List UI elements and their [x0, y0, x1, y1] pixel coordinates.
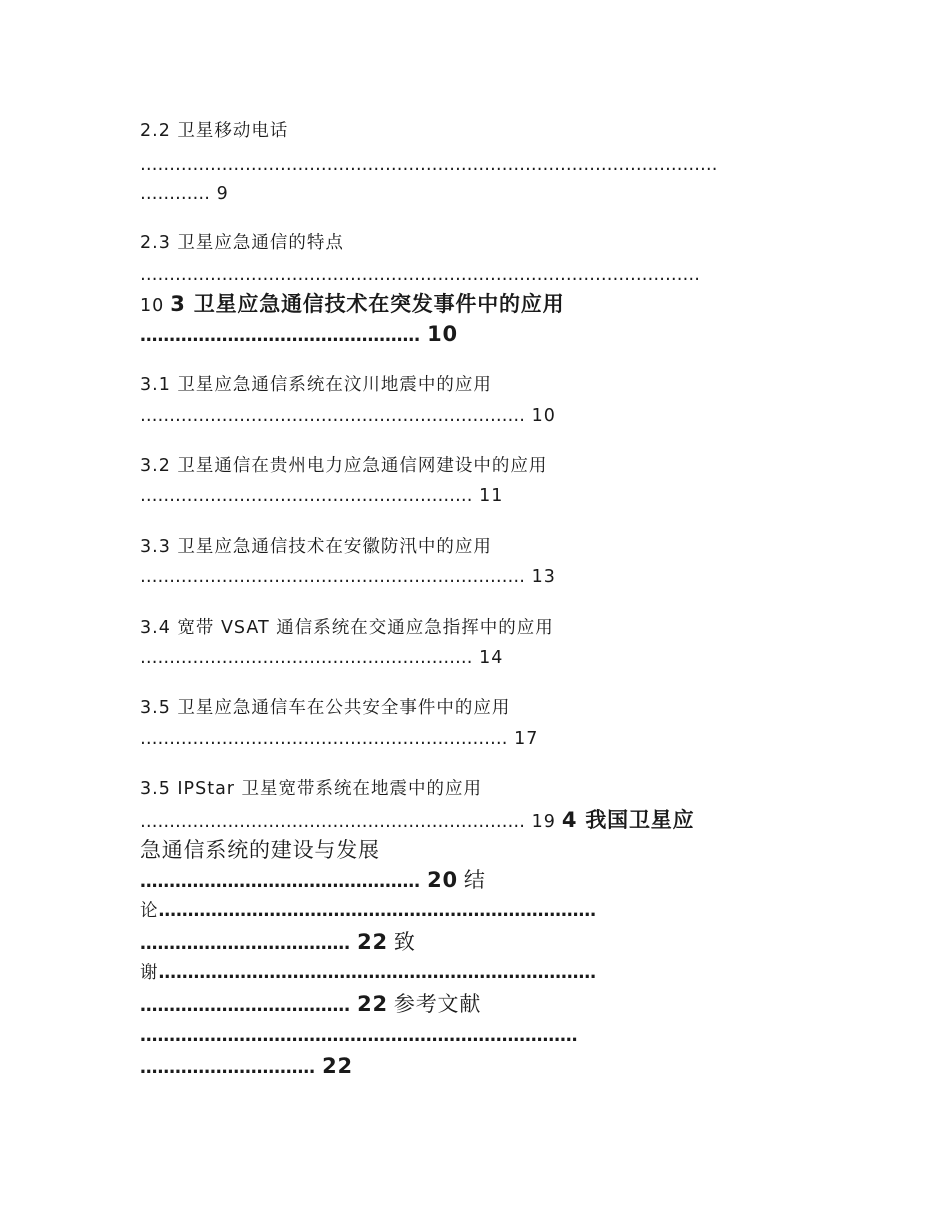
toc-thanks-part2-line: 谢…………………………………………………………………: [140, 963, 596, 983]
toc-page-3-4: 14: [479, 648, 504, 668]
toc-title-chapter-4-part2: 急通信系统的建设与发展: [140, 838, 380, 862]
toc-leader-page-references: ………………………… 22: [140, 1054, 353, 1078]
toc-chapter-3-line: [140, 290, 564, 318]
toc-leader-page-3-3: ………………………………………………………… 13: [140, 567, 556, 587]
toc-page-3-2: 11: [479, 486, 504, 506]
toc-page-2-3: 10: [140, 296, 165, 316]
toc-conclusion-line: ………………………………………… 20 结: [140, 868, 486, 892]
toc-title-references: 参考文献: [393, 992, 482, 1016]
toc-title-3-2: 3.2 卫星通信在贵州电力应急通信网建设中的应用: [140, 456, 548, 476]
toc-page-3-5: 17: [514, 729, 539, 749]
toc-title-conclusion-part2: 论: [140, 901, 159, 921]
toc-page-3-1: 10: [531, 406, 556, 426]
toc-leader-page-chapter-3: ………………………………………… 10: [140, 322, 458, 346]
toc-thanks-line: ……………………………… 22 致: [140, 930, 416, 954]
toc-title-thanks-part2: 谢: [140, 963, 159, 983]
toc-page-2-2: 9: [216, 184, 229, 204]
toc-page-3-5-ipstar: 19: [531, 812, 556, 832]
toc-page-thanks: 22: [357, 992, 388, 1016]
toc-title-3-5: 3.5 卫星应急通信车在公共安全事件中的应用: [140, 698, 511, 718]
toc-conclusion-part2-line: 论…………………………………………………………………: [140, 901, 596, 921]
toc-page-conclusion: 22: [357, 930, 388, 954]
toc-page-chapter-4: 20: [427, 868, 458, 892]
toc-leader-page-3-4: ………………………………………………… 14: [140, 648, 504, 668]
toc-title-2-2: 2.2 卫星移动电话: [140, 121, 289, 141]
toc-leader: ………………………………………………………………………………………: [140, 155, 718, 175]
toc-leader-page-3-1: ………………………………………………………… 10: [140, 406, 556, 426]
toc-title-3-4: 3.4 宽带 VSAT 通信系统在交通应急指挥中的应用: [140, 618, 554, 638]
toc-leader-page-3-2: ………………………………………………… 11: [140, 486, 504, 506]
toc-page-chapter-3: 10: [427, 322, 458, 346]
toc-page-references: 22: [322, 1054, 353, 1078]
toc-page-3-3: 13: [531, 567, 556, 587]
toc-chapter-4-line: ………………………………………………………… 19 4 我国卫星应: [140, 808, 695, 832]
toc-title-3-5-ipstar: 3.5 IPStar 卫星宽带系统在地震中的应用: [140, 779, 483, 799]
toc-title-chapter-3: 3 卫星应急通信技术在突发事件中的应用: [170, 292, 565, 316]
toc-leader-page-2-2: ………… 9: [140, 184, 229, 204]
toc-references-line: ……………………………… 22 参考文献: [140, 992, 482, 1016]
toc-title-chapter-4-part1: 4 我国卫星应: [561, 808, 695, 832]
toc-leader-page-3-5: ……………………………………………………… 17: [140, 729, 539, 749]
toc-leader: ……………………………………………………………………………………: [140, 265, 700, 285]
toc-title-3-3: 3.3 卫星应急通信技术在安徽防汛中的应用: [140, 537, 492, 557]
toc-leader: …………………………………………………………………: [140, 1026, 578, 1046]
toc-title-3-1: 3.1 卫星应急通信系统在汶川地震中的应用: [140, 375, 492, 395]
toc-title-2-3: 2.3 卫星应急通信的特点: [140, 233, 344, 253]
toc-title-thanks-part1: 致: [393, 930, 416, 954]
toc-title-conclusion-part1: 结: [463, 868, 486, 892]
